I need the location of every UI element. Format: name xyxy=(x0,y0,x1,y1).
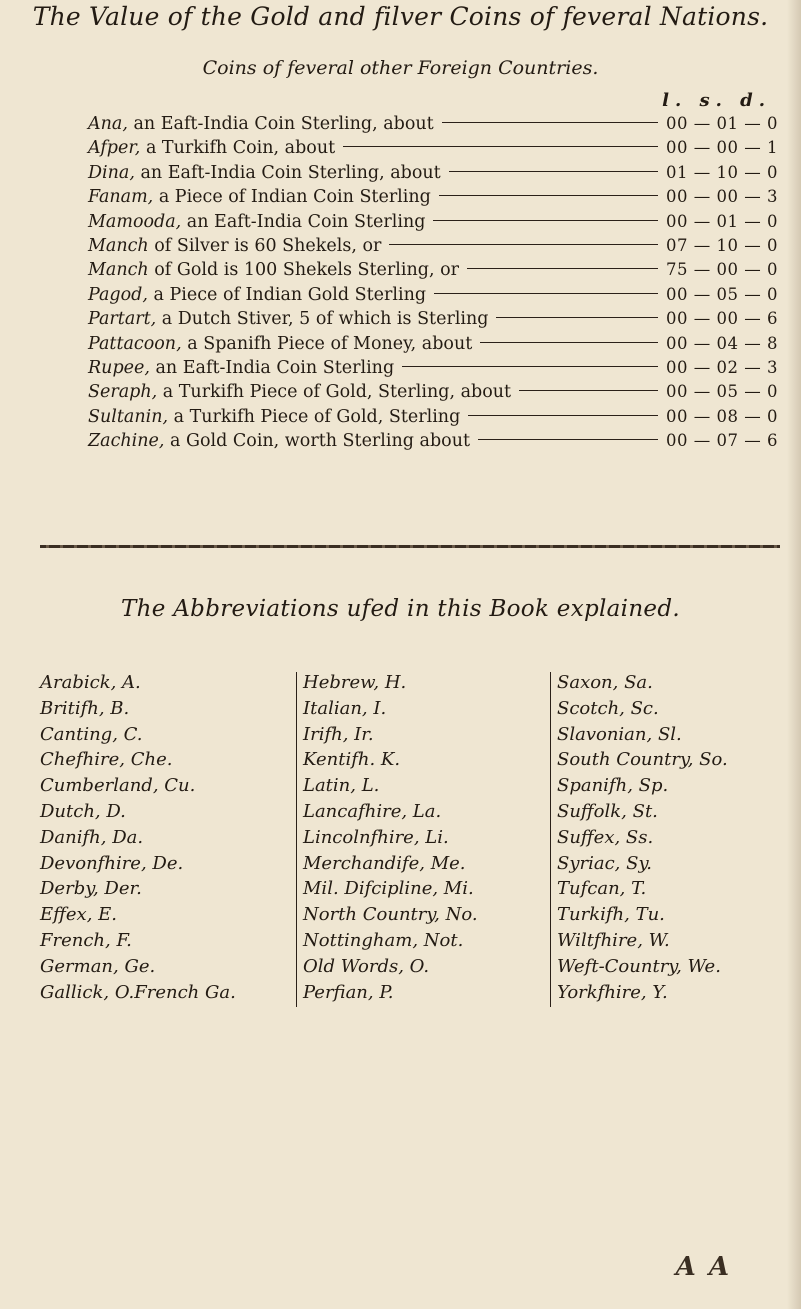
abbreviation-text: Effex, E. xyxy=(40,904,118,926)
abbreviation-entry xyxy=(303,904,553,930)
coin-description xyxy=(88,285,426,305)
section-divider xyxy=(40,545,780,548)
abbreviation-text: Lincolnfhire, Li. xyxy=(303,826,449,848)
coin-text: an Eaft-India Coin Sterling xyxy=(181,211,426,232)
abbreviation-text: Tufcan, T. xyxy=(557,878,647,900)
leader-line xyxy=(478,439,658,440)
coin-value: 07 — 10 — 0 xyxy=(666,235,778,255)
leader-line xyxy=(433,220,658,221)
coin-value: 00 — 02 — 3 xyxy=(666,357,778,377)
running-head: The Value of the Gold and filver Coins of feveral Nations. xyxy=(32,2,769,31)
abbreviation-text: Turkifh, Tu. xyxy=(557,904,665,926)
coin-description xyxy=(88,407,460,427)
abbreviation-entry xyxy=(557,878,787,904)
coin-name: Zachine, xyxy=(88,431,165,452)
abbreviation-text: Dutch, D. xyxy=(40,800,126,822)
leader-line xyxy=(480,342,658,343)
abbreviation-entry xyxy=(557,724,787,750)
abbreviation-entry xyxy=(557,930,787,956)
abbreviation-entry xyxy=(40,878,290,904)
coin-name: Rupee, xyxy=(88,357,150,378)
abbreviations-table xyxy=(0,672,801,1002)
abbreviations-title: The Abbreviations ufed in this Book explained. xyxy=(121,596,680,622)
abbreviation-entry xyxy=(303,878,553,904)
abbreviation-text: German, Ge. xyxy=(40,955,156,977)
coin-description xyxy=(88,114,434,134)
abbreviation-entry xyxy=(557,956,787,982)
abbreviation-entry xyxy=(557,801,787,827)
coin-value: 00 — 00 — 6 xyxy=(666,309,778,329)
coin-value: 00 — 01 — 0 xyxy=(666,114,778,133)
abbreviation-text: Arabick, A. xyxy=(40,672,141,693)
coin-text: an Eaft-India Coin Sterling xyxy=(149,357,395,378)
coin-text: an Eaft-India Coin Sterling, about xyxy=(134,162,441,183)
coin-value: 75 — 00 — 0 xyxy=(666,260,778,280)
coin-name: Manch xyxy=(88,235,149,256)
abbreviation-entry xyxy=(40,801,290,827)
coin-name: Dina, xyxy=(88,162,135,183)
abbreviation-entry xyxy=(40,698,290,724)
abbreviation-entry xyxy=(303,982,553,1008)
abbreviation-text: South Country, So. xyxy=(557,749,728,771)
leader-line xyxy=(434,293,658,294)
abbreviation-text: Cumberland, Cu. xyxy=(40,775,196,797)
abbreviation-entry xyxy=(557,775,787,801)
leader-line xyxy=(467,268,658,269)
leader-line xyxy=(439,195,658,196)
abbreviation-entry xyxy=(303,801,553,827)
abbreviation-text: Derby, Der. xyxy=(40,878,142,900)
coin-description xyxy=(88,163,441,183)
abbreviation-entry xyxy=(557,853,787,879)
abbreviation-text: Britifh, B. xyxy=(40,697,130,719)
coin-value: 00 — 00 — 1 xyxy=(666,138,778,158)
abbreviation-text: Scotch, Sc. xyxy=(557,697,659,719)
coin-description xyxy=(88,138,335,158)
abbreviation-text: Weft-Country, We. xyxy=(557,955,721,977)
abbreviation-entry xyxy=(40,982,290,1008)
coin-description xyxy=(88,260,459,280)
coin-row xyxy=(88,285,778,309)
coin-name: Pagod, xyxy=(88,284,148,305)
abbreviation-text: Hebrew, H. xyxy=(303,672,407,693)
coin-text: a Turkifh Piece of Gold, Sterling xyxy=(168,406,461,427)
abbreviation-text: Slavonian, Sl. xyxy=(557,723,682,745)
abbreviation-text: Saxon, Sa. xyxy=(557,672,653,693)
abbreviation-text: Suffolk, St. xyxy=(557,800,658,822)
coin-description xyxy=(88,358,394,378)
abbreviation-entry xyxy=(303,672,553,698)
coin-row xyxy=(88,334,778,358)
abbreviation-entry xyxy=(40,672,290,698)
abbreviation-text: Chefhire, Che. xyxy=(40,749,173,771)
coin-description xyxy=(88,309,488,329)
coin-text: a Gold Coin, worth Sterling about xyxy=(164,431,471,452)
abbreviation-text: Latin, L. xyxy=(303,775,380,797)
coin-text: of Gold is 100 Shekels Sterling, or xyxy=(148,260,459,281)
abbreviation-text: French, F. xyxy=(40,929,132,951)
abbreviation-text: Danifh, Da. xyxy=(40,826,144,848)
coin-description xyxy=(88,431,470,451)
coin-name: Sultanin, xyxy=(88,406,169,427)
abbreviation-text: Italian, I. xyxy=(303,697,387,719)
coin-text: of Silver is 60 Shekels, or xyxy=(148,235,382,256)
abbreviation-entry xyxy=(557,904,787,930)
abbreviation-entry xyxy=(557,698,787,724)
leader-line xyxy=(519,390,658,391)
abbreviation-entry xyxy=(40,749,290,775)
abbreviation-entry xyxy=(40,956,290,982)
abbreviation-entry xyxy=(557,982,787,1008)
coin-name: Partart, xyxy=(88,309,157,330)
coin-row xyxy=(88,431,778,455)
abbreviation-entry xyxy=(303,724,553,750)
abbreviation-entry xyxy=(303,749,553,775)
coin-row xyxy=(88,212,778,236)
leader-line xyxy=(389,244,658,245)
coin-row xyxy=(88,187,778,211)
leader-line xyxy=(343,146,658,147)
coin-row xyxy=(88,382,778,406)
coin-name: Seraph, xyxy=(88,382,158,403)
abbreviation-entry xyxy=(40,930,290,956)
coin-value: 00 — 07 — 6 xyxy=(666,431,778,451)
abbreviation-text: Canting, C. xyxy=(40,723,143,745)
leader-line xyxy=(442,122,658,123)
abbreviation-entry xyxy=(40,853,290,879)
leader-line xyxy=(496,317,658,318)
abbreviations-column-3 xyxy=(550,672,787,1007)
abbreviation-text: Merchandife, Me. xyxy=(303,852,466,874)
coin-text: a Piece of Indian Coin Sterling xyxy=(153,187,431,208)
abbreviation-entry xyxy=(303,853,553,879)
abbreviation-entry xyxy=(303,698,553,724)
coin-text: an Eaft-India Coin Sterling, about xyxy=(127,114,434,134)
coin-description xyxy=(88,187,431,207)
coin-text: a Dutch Stiver, 5 of which is Sterling xyxy=(156,309,489,330)
coin-text: a Turkifh Piece of Gold, Sterling, about xyxy=(157,382,512,403)
abbreviation-entry xyxy=(40,904,290,930)
abbreviation-text: Yorkfhire, Y. xyxy=(557,981,668,1003)
coin-value: 00 — 08 — 0 xyxy=(666,406,778,426)
abbreviations-column-1 xyxy=(40,672,290,1007)
abbreviation-text: Irifh, Ir. xyxy=(303,723,374,745)
leader-line xyxy=(468,415,658,416)
abbreviation-entry xyxy=(40,724,290,750)
coin-value: 00 — 00 — 3 xyxy=(666,187,778,207)
coin-text: a Turkifh Coin, about xyxy=(140,138,336,159)
coin-description xyxy=(88,334,472,354)
abbreviation-entry xyxy=(303,956,553,982)
coin-row xyxy=(88,138,778,162)
leader-line xyxy=(449,171,658,172)
coin-name: Fanam, xyxy=(88,187,154,208)
coin-name: Mamooda, xyxy=(88,211,182,232)
coin-name: Pattacoon, xyxy=(88,333,182,354)
coin-row xyxy=(88,114,778,138)
coin-description xyxy=(88,382,511,402)
signature-mark: A A xyxy=(675,1252,731,1282)
coin-description xyxy=(88,212,425,232)
abbreviation-text: Mil. Difcipline, Mi. xyxy=(303,878,474,900)
coin-value: 00 — 04 — 8 xyxy=(666,333,778,353)
abbreviation-entry xyxy=(40,827,290,853)
coin-row xyxy=(88,407,778,431)
currency-header: l. s. d. xyxy=(662,90,771,111)
abbreviation-entry xyxy=(557,749,787,775)
abbreviation-text: Kentifh. K. xyxy=(303,749,401,771)
coin-row xyxy=(88,163,778,187)
leader-line xyxy=(402,366,658,367)
coin-value: 00 — 05 — 0 xyxy=(666,284,778,304)
coin-text: a Spanifh Piece of Money, about xyxy=(181,333,473,354)
abbreviation-text: Suffex, Ss. xyxy=(557,826,654,848)
coin-row xyxy=(88,260,778,284)
abbreviation-text: Devonfhire, De. xyxy=(40,852,184,874)
abbreviation-entry xyxy=(303,930,553,956)
coin-list xyxy=(88,114,778,455)
coin-value: 00 — 01 — 0 xyxy=(666,211,778,231)
abbreviation-entry xyxy=(557,672,787,698)
abbreviation-text: Old Words, O. xyxy=(303,955,430,977)
abbreviation-entry xyxy=(40,775,290,801)
abbreviation-text: Lancafhire, La. xyxy=(303,800,442,822)
coin-description xyxy=(88,236,381,256)
abbreviation-entry xyxy=(557,827,787,853)
abbreviation-text: Spanifh, Sp. xyxy=(557,775,669,797)
coin-name: Manch xyxy=(88,260,149,281)
abbreviations-column-2 xyxy=(296,672,553,1007)
abbreviation-text: Nottingham, Not. xyxy=(303,929,464,951)
abbreviation-text: North Country, No. xyxy=(303,904,478,926)
coin-text: a Piece of Indian Gold Sterling xyxy=(147,284,427,305)
abbreviation-text: Wiltfhire, W. xyxy=(557,929,670,951)
abbreviation-entry xyxy=(303,827,553,853)
abbreviation-text: Syriac, Sy. xyxy=(557,852,652,874)
coin-value: 01 — 10 — 0 xyxy=(666,162,778,182)
abbreviation-entry xyxy=(303,775,553,801)
section-title: Coins of feveral other Foreign Countries. xyxy=(202,57,599,79)
abbreviation-text: Gallick, O.French Ga. xyxy=(40,981,236,1003)
page-edge-shadow xyxy=(787,0,801,1309)
coin-value: 00 — 05 — 0 xyxy=(666,382,778,402)
coin-row xyxy=(88,309,778,333)
coin-row xyxy=(88,358,778,382)
coin-name: Ana, xyxy=(88,114,128,134)
abbreviation-text: Perfian, P. xyxy=(303,981,394,1003)
coin-row xyxy=(88,236,778,260)
coin-name: Afper, xyxy=(88,138,141,159)
